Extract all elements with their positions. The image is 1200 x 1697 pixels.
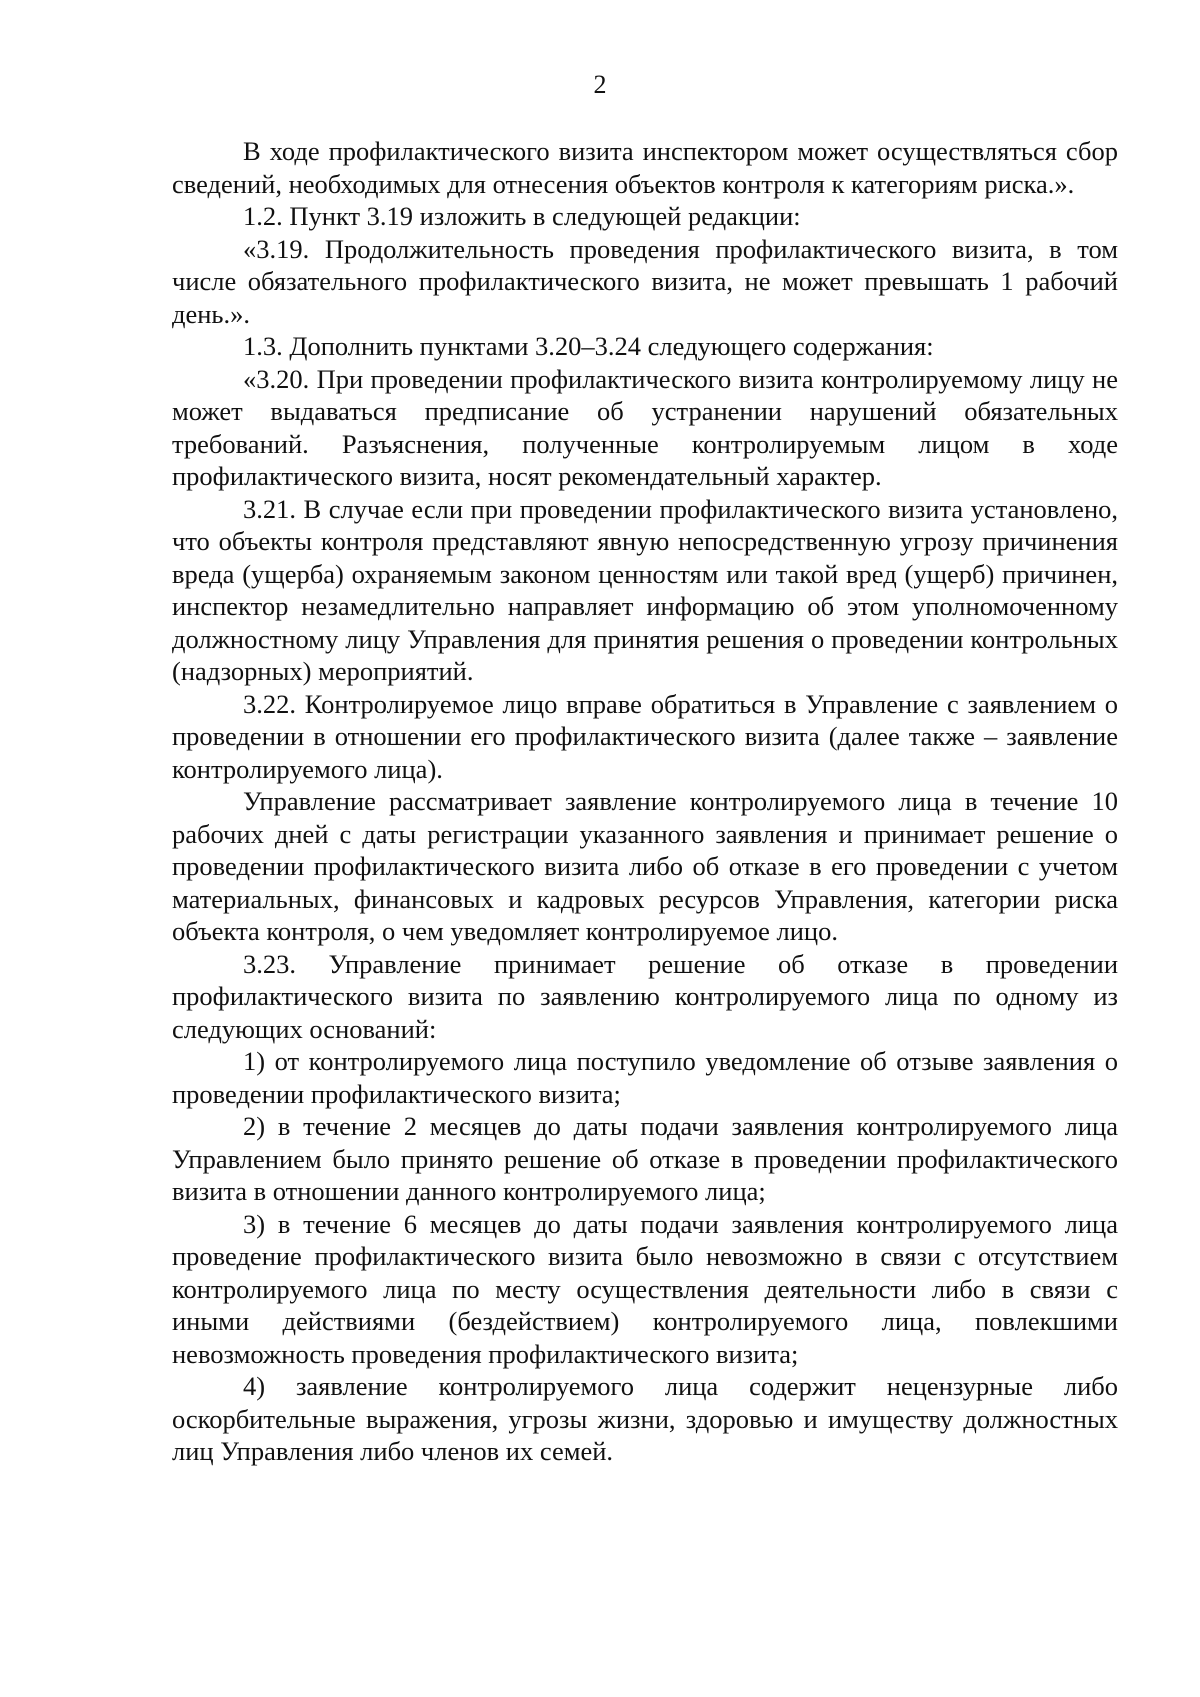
document-body [172, 135, 1118, 1468]
page-number: 2 [593, 70, 607, 99]
paragraph-clause-3-23: 3.23. Управление принимает решение об отказе в проведении профилактического визита по заявлению контролируемого лица по одному из следующих оснований: [172, 948, 1118, 1044]
paragraph-clause-3-20: «3.20. При проведении профилактического визита контролируемому лицу не может выдаваться предписание об устранении нарушений обязательных требований. Разъяснения, полученные контролируемым лицом в ходе профилактического визита, носят рекомендательный характер. [172, 363, 1118, 491]
paragraph-item-1-2: 1.2. Пункт 3.19 изложить в следующей редакции: [243, 201, 801, 231]
list-item-3: 3) в течение 6 месяцев до даты подачи заявления контролируемого лица проведение профилактического визита было невозможно в связи с отсутствием контролируемого лица по месту осуществления деятельности либо в связи с иными действиями (бездействием) контролируемого лица, повлекшими невозможность проведения профилактического визита; [172, 1208, 1118, 1369]
list-item-2: 2) в течение 2 месяцев до даты подачи заявления контролируемого лица Управлением было принято решение об отказе в проведении профилактического визита в отношении данного контролируемого лица; [172, 1111, 1118, 1206]
paragraph-item-1-3: 1.3. Дополнить пунктами 3.20–3.24 следующего содержания: [243, 331, 934, 361]
paragraph-clause-3-21: 3.21. В случае если при проведении профилактического визита установлено, что объекты контроля представляют явную непосредственную угрозу причинения вреда (ущерба) охраняемым законом ценностям или такой вред (ущерб) причинен, инспектор незамедлительно направляет информацию об этом уполномоченному должностному лицу Управления для принятия решения о проведении контрольных (надзорных) мероприятий. [172, 493, 1118, 686]
list-item-1: 1) от контролируемого лица поступило уведомление об отзыве заявления о проведении профилактического визита; [172, 1046, 1118, 1109]
paragraph-review-terms: Управление рассматривает заявление контролируемого лица в течение 10 рабочих дней с даты регистрации указанного заявления и принимает решение о проведении профилактического визита либо об отказе в его проведении с учетом материальных, финансовых и кадровых ресурсов Управления, категории риска объекта контроля, о чем уведомляет контролируемое лицо. [172, 786, 1118, 946]
paragraph-risk-info: В ходе профилактического визита инспектором может осуществляться сбор сведений, необходимых для отнесения объектов контроля к категориям риска.». [172, 136, 1118, 199]
paragraph-clause-3-22: 3.22. Контролируемое лицо вправе обратиться в Управление с заявлением о проведении в отношении его профилактического визита (далее также – заявление контролируемого лица). [172, 688, 1118, 784]
paragraph-clause-3-19: «3.19. Продолжительность проведения профилактического визита, в том числе обязательного профилактического визита, не может превышать 1 рабочий день.». [172, 233, 1118, 329]
list-item-4: 4) заявление контролируемого лица содержит нецензурные либо оскорбительные выражения, угрозы жизни, здоровью и имуществу должностных лиц Управления либо членов их семей. [172, 1371, 1118, 1466]
